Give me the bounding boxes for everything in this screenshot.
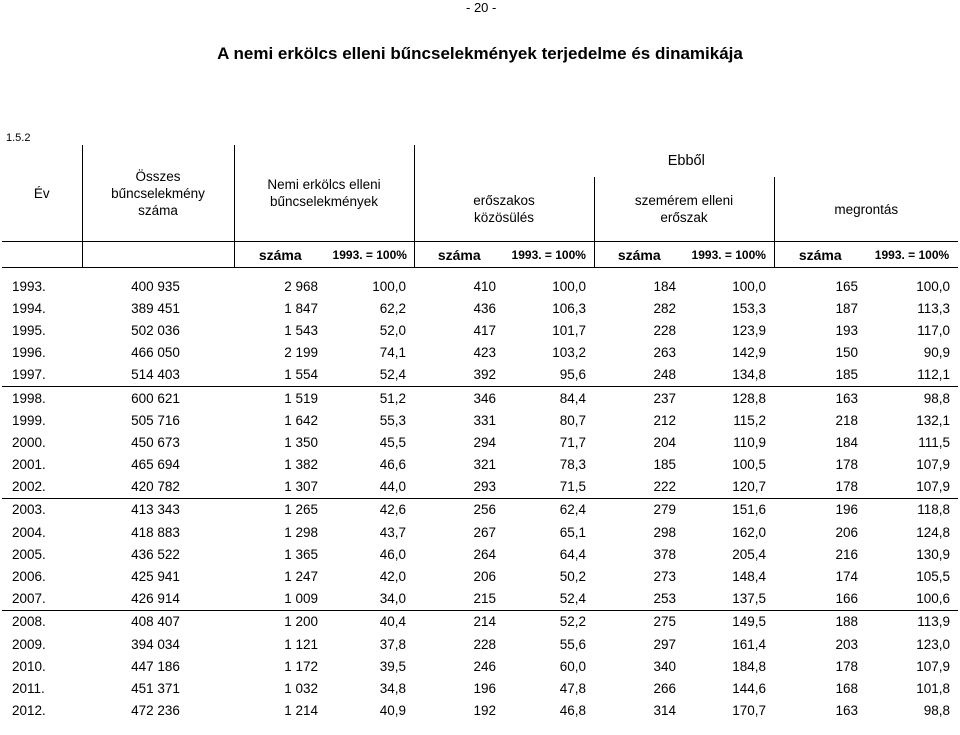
cell-sexual-count: 1 009 <box>234 588 326 611</box>
cell-sexual-count: 1 172 <box>284 658 318 674</box>
cell-indecent-count: 298 <box>653 524 676 540</box>
cell-sexual-count: 1 121 <box>284 636 318 652</box>
table-row <box>2 275 958 297</box>
cell-year: 1995. <box>12 322 46 338</box>
subheader-empty <box>2 242 82 268</box>
cell-indecent-index: 162,0 <box>732 524 766 540</box>
cell-sexual-index: 45,5 <box>379 434 406 450</box>
cell-seduction-index: 100,0 <box>916 278 950 294</box>
cell-sexual-index: 62,2 <box>379 300 406 316</box>
cell-rape-count: 267 <box>473 524 496 540</box>
cell-sexual-index: 46,6 <box>379 457 406 473</box>
header-rape: erőszakos közösülés <box>414 177 594 242</box>
cell-year: 2000. <box>12 434 46 450</box>
table-row <box>2 364 958 387</box>
cell-indecent-index: 100,0 <box>732 278 766 294</box>
table-row <box>2 655 958 677</box>
cell-rape-index: 100,0 <box>552 278 586 294</box>
cell-rape-index: 60,0 <box>559 658 586 674</box>
cell-rape-index: 50,2 <box>559 569 586 585</box>
cell-rape-count: 346 <box>473 390 496 406</box>
cell-sexual-count: 1 032 <box>284 680 318 696</box>
cell-seduction-index: 107,9 <box>866 476 958 499</box>
cell-indecent-index: 100,5 <box>732 457 766 473</box>
cell-seduction-index: 132,1 <box>916 412 950 428</box>
cell-sexual-count: 1 519 <box>284 390 318 406</box>
cell-seduction-index: 101,8 <box>916 680 950 696</box>
cell-seduction-count: 185 <box>774 364 866 387</box>
subheader-count: száma <box>234 242 326 268</box>
table-body <box>2 275 958 722</box>
cell-seduction-count: 168 <box>835 680 858 696</box>
cell-rape-count: 294 <box>473 434 496 450</box>
table-row <box>2 409 958 431</box>
cell-indecent-index: 153,3 <box>732 300 766 316</box>
cell-indecent-count: 237 <box>653 390 676 406</box>
cell-sexual-index: 43,7 <box>379 524 406 540</box>
table-row <box>2 610 958 633</box>
cell-year: 2007. <box>2 588 82 611</box>
cell-sexual-index: 42,6 <box>379 502 406 518</box>
cell-indecent-count: 340 <box>653 658 676 674</box>
cell-indecent-index: 137,5 <box>684 588 774 611</box>
cell-indecent-index: 170,7 <box>732 703 766 719</box>
cell-rape-count: 215 <box>414 588 504 611</box>
cell-year: 2010. <box>12 658 46 674</box>
cell-rape-count: 293 <box>414 476 504 499</box>
cell-rape-index: 78,3 <box>559 457 586 473</box>
cell-total: 472 236 <box>131 703 180 719</box>
cell-seduction-count: 165 <box>835 278 858 294</box>
cell-year: 1997. <box>2 364 82 387</box>
cell-total: 400 935 <box>131 278 180 294</box>
cell-indecent-count: 314 <box>653 703 676 719</box>
cell-sexual-index: 44,0 <box>326 476 414 499</box>
cell-indecent-count: 253 <box>594 588 684 611</box>
cell-indecent-index: 144,6 <box>732 680 766 696</box>
cell-indecent-index: 128,8 <box>732 390 766 406</box>
table-row <box>2 700 958 722</box>
cell-seduction-count: 193 <box>835 322 858 338</box>
subheader-index: 1993. = 100% <box>684 242 774 268</box>
table-row <box>2 454 958 476</box>
cell-year: 2005. <box>12 546 46 562</box>
header-seduction: megrontás <box>834 201 899 217</box>
cell-total: 389 451 <box>131 300 180 316</box>
cell-rape-index: 101,7 <box>552 322 586 338</box>
cell-indecent-index: 123,9 <box>732 322 766 338</box>
cell-rape-count: 410 <box>473 278 496 294</box>
cell-seduction-index: 124,8 <box>916 524 950 540</box>
table-row <box>2 633 958 655</box>
cell-seduction-index: 107,9 <box>916 457 950 473</box>
cell-indecent-count: 248 <box>594 364 684 387</box>
cell-indecent-index: 184,8 <box>732 658 766 674</box>
cell-total: 514 403 <box>82 364 234 387</box>
cell-sexual-index: 74,1 <box>379 345 406 361</box>
subheader-count: száma <box>594 242 684 268</box>
cell-indecent-count: 273 <box>653 569 676 585</box>
cell-rape-index: 71,7 <box>559 434 586 450</box>
cell-rape-count: 214 <box>473 614 496 630</box>
cell-sexual-index: 40,9 <box>379 703 406 719</box>
cell-sexual-count: 1 847 <box>284 300 318 316</box>
cell-sexual-count: 1 265 <box>284 502 318 518</box>
cell-seduction-index: 111,5 <box>918 434 950 450</box>
cell-rape-index: 71,5 <box>504 476 594 499</box>
section-number: 1.5.2 <box>6 132 31 144</box>
cell-year: 1998. <box>12 390 46 406</box>
cell-total: 466 050 <box>131 345 180 361</box>
cell-sexual-count: 1 382 <box>284 457 318 473</box>
cell-seduction-index: 113,3 <box>917 300 950 316</box>
cell-indecent-index: 134,8 <box>684 364 774 387</box>
cell-year: 1994. <box>12 300 46 316</box>
cell-indecent-count: 282 <box>653 300 676 316</box>
cell-total: 450 673 <box>131 434 180 450</box>
cell-year: 2009. <box>12 636 46 652</box>
cell-seduction-count: 184 <box>835 434 858 450</box>
cell-total: 413 343 <box>131 502 180 518</box>
cell-rape-count: 423 <box>473 345 496 361</box>
cell-year: 2001. <box>12 457 46 473</box>
cell-indecent-count: 279 <box>653 502 676 518</box>
cell-total: 502 036 <box>131 322 180 338</box>
cell-total: 394 034 <box>131 636 180 652</box>
cell-sexual-count: 1 200 <box>284 614 318 630</box>
cell-year: 2002. <box>2 476 82 499</box>
cell-indecent-index: 205,4 <box>732 546 766 562</box>
cell-total: 408 407 <box>131 614 180 630</box>
table-row <box>2 588 958 611</box>
cell-total: 420 782 <box>82 476 234 499</box>
table-row <box>2 476 958 499</box>
cell-rape-index: 106,3 <box>552 300 586 316</box>
cell-sexual-index: 55,3 <box>379 412 406 428</box>
cell-sexual-index: 51,2 <box>379 390 406 406</box>
cell-year: 1993. <box>12 278 46 294</box>
table-row <box>2 543 958 565</box>
cell-year: 2003. <box>12 502 46 518</box>
cell-rape-index: 46,8 <box>559 703 586 719</box>
cell-sexual-index: 46,0 <box>379 546 406 562</box>
cell-rape-count: 246 <box>473 658 496 674</box>
cell-sexual-count: 1 214 <box>284 703 318 719</box>
table-row <box>2 521 958 543</box>
subheader-count: száma <box>774 242 866 268</box>
cell-seduction-count: 163 <box>835 703 858 719</box>
table-row <box>2 386 958 409</box>
statistics-table <box>2 145 958 722</box>
cell-indecent-index: 115,2 <box>733 412 766 428</box>
cell-indecent-count: 222 <box>594 476 684 499</box>
cell-year: 2008. <box>12 614 46 630</box>
cell-rape-index: 65,1 <box>559 524 586 540</box>
cell-rape-index: 55,6 <box>559 636 586 652</box>
cell-sexual-count: 1 350 <box>284 434 318 450</box>
cell-seduction-index: 98,8 <box>923 390 950 406</box>
cell-seduction-index: 98,8 <box>923 703 950 719</box>
cell-sexual-index: 42,0 <box>379 569 406 585</box>
subheader-empty <box>82 242 234 268</box>
table-row <box>2 297 958 319</box>
header-of-which: Ebből <box>667 152 705 169</box>
cell-indecent-count: 185 <box>653 457 676 473</box>
cell-seduction-count: 203 <box>835 636 858 652</box>
cell-rape-index: 52,4 <box>504 588 594 611</box>
cell-rape-index: 52,2 <box>559 614 586 630</box>
cell-indecent-index: 110,9 <box>733 434 766 450</box>
cell-rape-index: 80,7 <box>559 412 586 428</box>
cell-indecent-index: 149,5 <box>732 614 766 630</box>
cell-year: 2004. <box>12 524 46 540</box>
table-row <box>2 342 958 364</box>
cell-seduction-index: 112,1 <box>866 364 958 387</box>
cell-sexual-index: 34,8 <box>379 680 406 696</box>
cell-year: 1999. <box>12 412 46 428</box>
cell-sexual-count: 1 543 <box>284 322 318 338</box>
cell-seduction-count: 178 <box>835 457 858 473</box>
cell-sexual-count: 1 642 <box>284 412 318 428</box>
cell-seduction-index: 123,0 <box>916 636 950 652</box>
cell-indecent-count: 266 <box>653 680 676 696</box>
cell-rape-count: 196 <box>473 680 496 696</box>
cell-indecent-count: 275 <box>653 614 676 630</box>
header-sexual-crimes: Nemi erkölcs elleni bűncselekmények <box>234 145 414 242</box>
cell-seduction-count: 178 <box>774 476 866 499</box>
cell-seduction-count: 150 <box>835 345 858 361</box>
cell-year: 2006. <box>12 569 46 585</box>
cell-rape-count: 264 <box>473 546 496 562</box>
cell-seduction-index: 90,9 <box>923 345 950 361</box>
cell-rape-count: 392 <box>414 364 504 387</box>
cell-indecent-count: 297 <box>653 636 676 652</box>
cell-sexual-count: 1 247 <box>284 569 318 585</box>
header-year: Év <box>2 145 82 242</box>
cell-seduction-index: 113,9 <box>917 614 950 630</box>
cell-total: 426 914 <box>82 588 234 611</box>
cell-sexual-count: 1 554 <box>234 364 326 387</box>
cell-total: 436 522 <box>131 546 180 562</box>
table-row <box>2 431 958 453</box>
table-row <box>2 319 958 341</box>
cell-rape-index: 103,2 <box>552 345 586 361</box>
page-number: - 20 - <box>466 0 497 15</box>
cell-indecent-index: 161,4 <box>732 636 766 652</box>
cell-total: 447 186 <box>131 658 180 674</box>
cell-sexual-count: 1 365 <box>284 546 318 562</box>
cell-sexual-count: 1 298 <box>284 524 318 540</box>
cell-rape-count: 228 <box>473 636 496 652</box>
cell-sexual-count: 2 968 <box>284 278 318 294</box>
cell-seduction-count: 216 <box>835 546 858 562</box>
cell-sexual-index: 52,4 <box>326 364 414 387</box>
subheader-count: száma <box>414 242 504 268</box>
subheader-index: 1993. = 100% <box>504 242 594 268</box>
subheader-index: 1993. = 100% <box>866 242 958 268</box>
cell-year: 2011. <box>12 680 45 696</box>
cell-indecent-index: 151,6 <box>732 502 766 518</box>
cell-sexual-index: 39,5 <box>379 658 406 674</box>
cell-rape-count: 192 <box>473 703 496 719</box>
cell-total: 425 941 <box>131 569 180 585</box>
cell-indecent-count: 184 <box>653 278 676 294</box>
cell-seduction-index: 117,0 <box>917 322 950 338</box>
page-title: A nemi erkölcs elleni bűncselekmények terjedelme és dinamikája <box>217 44 743 63</box>
cell-sexual-index: 37,8 <box>379 636 406 652</box>
cell-seduction-count: 174 <box>835 569 858 585</box>
cell-rape-index: 47,8 <box>559 680 586 696</box>
cell-indecent-count: 378 <box>653 546 676 562</box>
header-total: Összes bűncselekmény száma <box>82 145 234 242</box>
cell-seduction-count: 166 <box>774 588 866 611</box>
cell-seduction-index: 118,8 <box>917 502 950 518</box>
cell-rape-index: 84,4 <box>559 390 586 406</box>
cell-seduction-count: 178 <box>835 658 858 674</box>
cell-year: 1996. <box>12 345 46 361</box>
table-row <box>2 498 958 521</box>
cell-indecent-count: 204 <box>653 434 676 450</box>
cell-rape-count: 436 <box>473 300 496 316</box>
cell-seduction-count: 163 <box>835 390 858 406</box>
cell-seduction-index: 105,5 <box>916 569 950 585</box>
cell-sexual-index: 100,0 <box>372 278 406 294</box>
cell-seduction-count: 187 <box>835 300 858 316</box>
cell-seduction-count: 188 <box>835 614 858 630</box>
cell-indecent-count: 212 <box>653 412 676 428</box>
cell-indecent-count: 228 <box>653 322 676 338</box>
cell-total: 418 883 <box>131 524 180 540</box>
cell-total: 465 694 <box>131 457 180 473</box>
cell-total: 505 716 <box>131 412 180 428</box>
cell-indecent-index: 120,7 <box>684 476 774 499</box>
cell-seduction-index: 107,9 <box>916 658 950 674</box>
cell-sexual-count: 1 307 <box>234 476 326 499</box>
cell-rape-index: 64,4 <box>559 546 586 562</box>
subheader-index: 1993. = 100% <box>326 242 414 268</box>
cell-rape-count: 331 <box>473 412 496 428</box>
cell-seduction-count: 218 <box>835 412 858 428</box>
cell-total: 451 371 <box>131 680 180 696</box>
cell-seduction-count: 196 <box>835 502 858 518</box>
cell-sexual-index: 40,4 <box>379 614 406 630</box>
cell-total: 600 621 <box>131 390 180 406</box>
cell-rape-count: 321 <box>473 457 496 473</box>
cell-sexual-count: 2 199 <box>284 345 318 361</box>
table-row <box>2 565 958 587</box>
cell-seduction-index: 100,6 <box>866 588 958 611</box>
cell-rape-count: 256 <box>473 502 496 518</box>
cell-rape-count: 206 <box>473 569 496 585</box>
cell-indecent-index: 148,4 <box>732 569 766 585</box>
cell-indecent-index: 142,9 <box>732 345 766 361</box>
cell-indecent-count: 263 <box>653 345 676 361</box>
cell-sexual-index: 34,0 <box>326 588 414 611</box>
header-indecent-assault: szemérem elleni erőszak <box>594 177 774 242</box>
cell-rape-index: 62,4 <box>559 502 586 518</box>
cell-seduction-count: 206 <box>835 524 858 540</box>
cell-year: 2012. <box>12 703 46 719</box>
cell-rape-count: 417 <box>473 322 496 338</box>
table-row <box>2 677 958 699</box>
cell-rape-index: 95,6 <box>504 364 594 387</box>
cell-sexual-index: 52,0 <box>379 322 406 338</box>
cell-seduction-index: 130,9 <box>916 546 950 562</box>
